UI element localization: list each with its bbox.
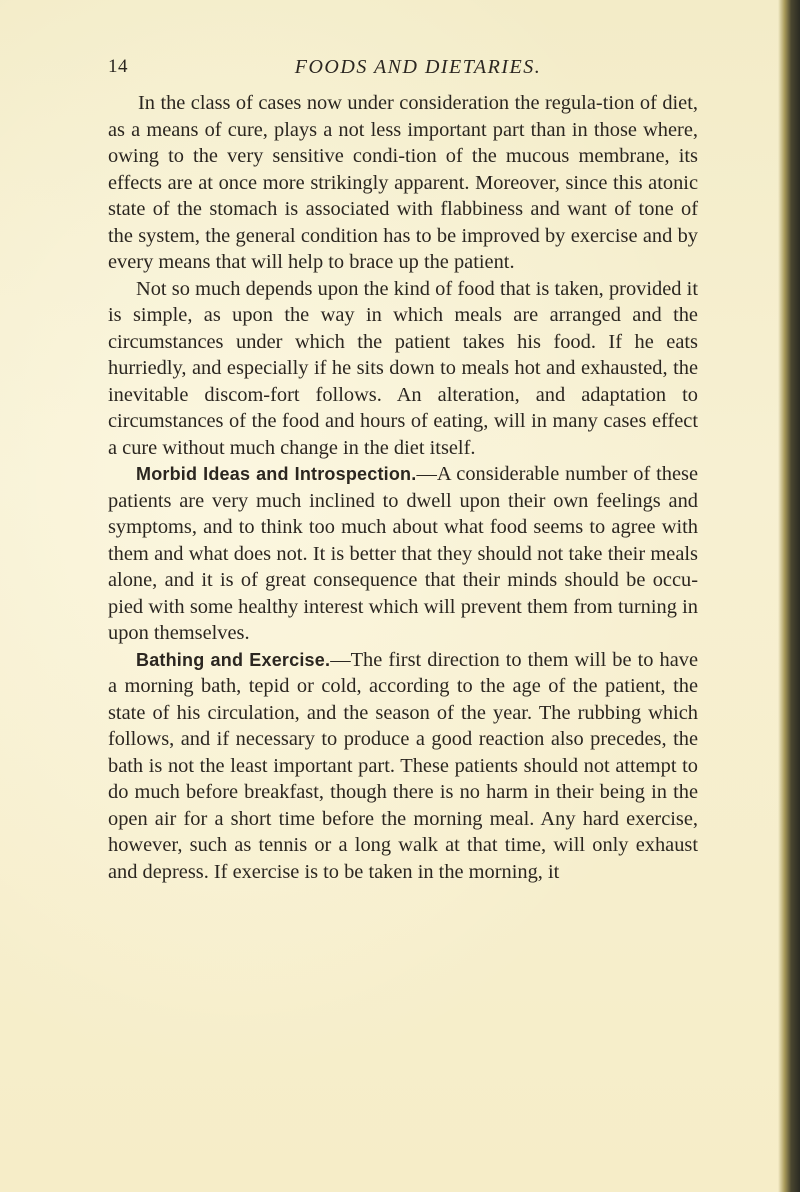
section-heading-bathing-exercise: Bathing and Exercise. <box>136 649 331 670</box>
body-text <box>108 90 698 885</box>
paragraph-4-text: —The first direction to them will be to have a morning bath, tepid or cold, according to the age of the patient, the state of his circulation, and the season of the year. The rubbing which follows, and if necessary to produce a good reaction also precedes, the bath is not the least important part. These patients should not attempt to do much before breakfast, though there is no harm in their being in the open air for a short time before the morning meal. Any hard exercise, however, such as tennis or a long walk at that time, will only exhaust and depress. If exercise is to be taken in the morning, it <box>108 648 698 883</box>
page-header <box>108 56 708 86</box>
page-binding-edge <box>778 0 800 1192</box>
paragraph-1-text: In the class of cases now under consideration the regula-tion of diet, as a means of cure, plays a not less important part than in those where, owing to the very sensitive condi-tion of the mucous membrane, its effects are at once more strikingly apparent. Moreover, since this atonic state of the stomach is associated with flabbiness and want of tone of the system, the general condition has to be improved by exercise and by every means that will help to brace up the patient. <box>108 92 698 273</box>
running-title: FOODS AND DIETARIES. <box>294 56 542 78</box>
page-number: 14 <box>108 56 128 77</box>
section-heading-morbid-ideas: Morbid Ideas and Introspection. <box>136 464 417 484</box>
paragraph-3 <box>108 461 698 647</box>
paragraph-4 <box>108 647 698 886</box>
paragraph-1 <box>108 90 698 276</box>
paragraph-2 <box>108 276 698 462</box>
paragraph-3-text: —A considerable number of these patients are very much inclined to dwell upon their own feelings and symptoms, and to think too much about what food seems to agree with them and what does not. It is better that they should not take their meals alone, and it is of great consequence that their minds should be occu-pied with some healthy interest which will prevent them from turning in upon themselves. <box>108 463 698 644</box>
paragraph-2-text: Not so much depends upon the kind of food that is taken, provided it is simple, as upon the way in which meals are arranged and the circumstances under which the patient takes his food. If he eats hurriedly, and especially if he sits down to meals hot and exhausted, the inevitable discom-fort follows. An alteration, and adaptation to circumstances of the food and hours of eating, will in many cases effect a cure without much change in the diet itself. <box>108 277 698 459</box>
